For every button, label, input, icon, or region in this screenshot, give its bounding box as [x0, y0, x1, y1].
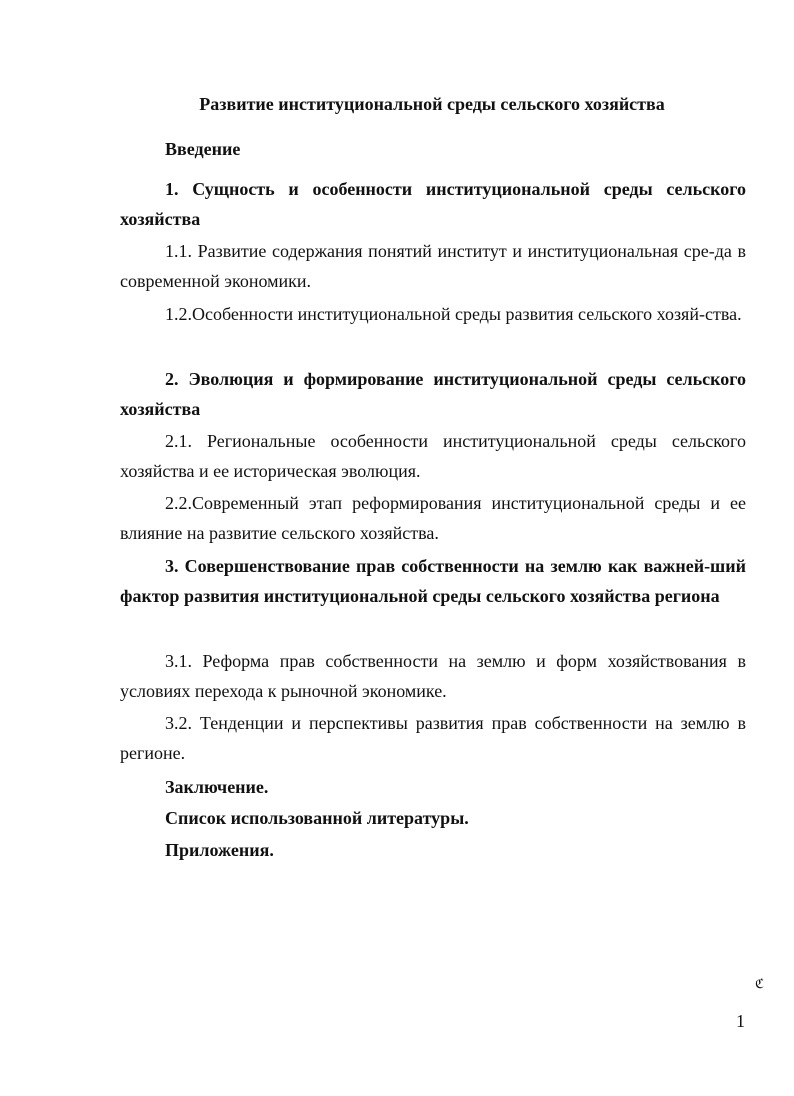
section-3-heading: 3. Совершенствование прав собственности на землю как важней-ший фактор развития институциональной среды сельского хозяйства региона: [120, 556, 746, 606]
conclusion-heading: Заключение.: [165, 777, 269, 797]
references-heading: Список использованной литературы.: [165, 808, 469, 828]
subsection-1-2: 1.2.Особенности институциональной среды развития сельского хозяй-ства.: [165, 304, 742, 324]
section-2-heading: 2. Эволюция и формирование институциональной среды сельского хозяйства: [120, 369, 746, 419]
introduction-heading: Введение: [165, 139, 241, 159]
subsection-3-1: 3.1. Реформа прав собственности на землю и форм хозяйствования в условиях перехода к рыночной экономике.: [120, 651, 746, 701]
subsection-2-1: 2.1. Региональные особенности институциональной среды сельского хозяйства и ее историческая эволюция.: [120, 431, 746, 481]
page-number: 1: [736, 1011, 745, 1031]
appendices-heading: Приложения.: [165, 840, 274, 860]
document-title: Развитие институциональной среды сельского хозяйства: [199, 94, 665, 114]
section-1-heading: 1. Сущность и особенности институциональной среды сельского хозяйства: [120, 179, 746, 229]
subsection-2-2: 2.2.Современный этап реформирования институциональной среды и ее влияние на развитие сельского хозяйства.: [120, 493, 746, 543]
subsection-3-2: 3.2. Тенденции и перспективы развития прав собственности на землю в регионе.: [120, 713, 746, 763]
margin-mark: ℭ: [755, 976, 765, 991]
subsection-1-1: 1.1. Развитие содержания понятий институт и институциональная сре-да в современной экономики.: [120, 241, 746, 291]
